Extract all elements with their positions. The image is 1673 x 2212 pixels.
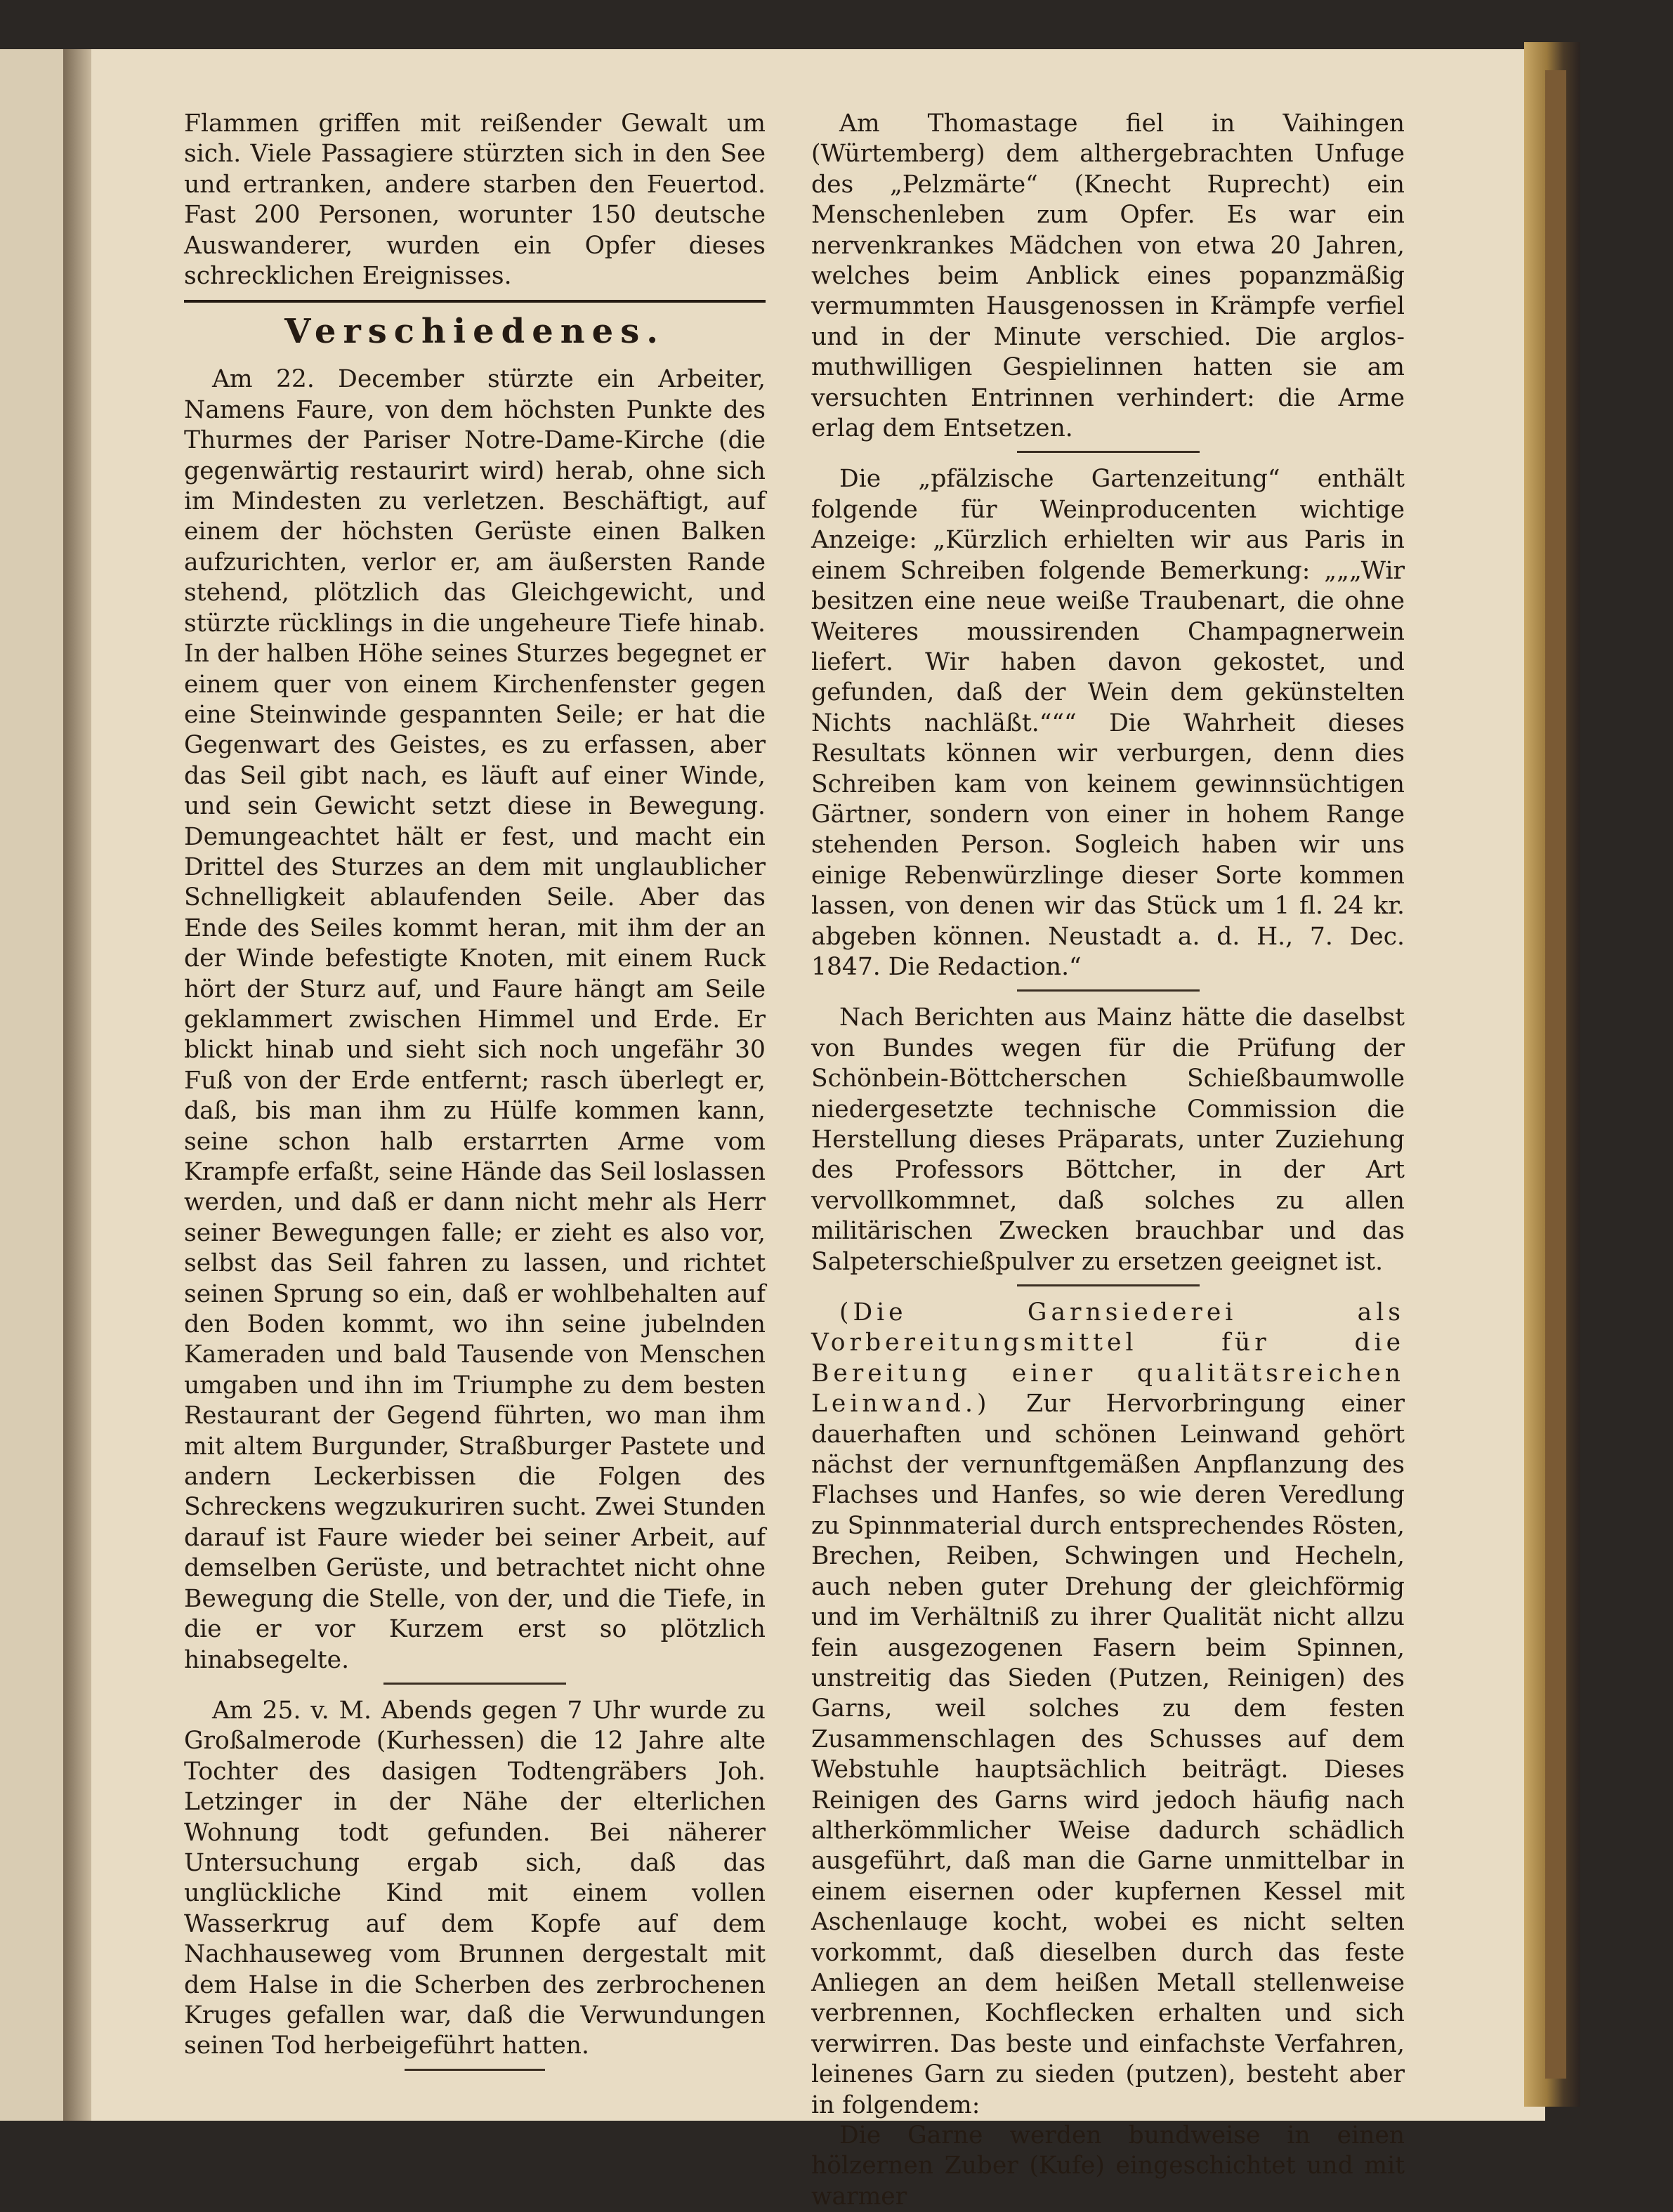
article-separator bbox=[383, 1683, 566, 1685]
book-cover-spine bbox=[1545, 70, 1566, 2079]
left-page-edge bbox=[0, 49, 63, 2121]
article-paragraph: Die „pfälzische Gartenzeitung“ enthält folgende für Weinproducenten wichtige Anzeige: „Kürzlich erhielten wir aus Paris in einem Schreiben folgende Bemerkung: „„„Wir besitzen eine neue weiße Traubenart, die ohne Weiteres moussirenden Champagnerwein liefert. Wir haben davon gekostet, und gefunden, daß der Wein dem gekünstelten Nichts nachläßt.“““ Die Wahrheit dieses Resultats können wir verburgen, denn dies Schreiben kam von keinem gewinnsüchtigen Gärtner, sondern von einer in hohem Range stehenden Person. Sogleich haben wir uns einige Rebenwürzlinge dieser Sorte kommen lassen, von denen wir das Stück um 1 fl. 24 kr. abgeben können. Neustadt a. d. H., 7. Dec. 1847. Die Redaction.“ bbox=[811, 465, 1405, 981]
article-separator bbox=[1017, 989, 1200, 992]
intro-paragraph: Flammen griffen mit reißender Gewalt um sich. Viele Passagiere stürzten sich in den See und ertranken, andere starben den Feuertod. Fast 200 Personen, worunter 150 deutsche Auswanderer, wurden ein Opfer dieses schrecklichen Ereignisses. bbox=[184, 110, 766, 291]
left-column bbox=[184, 109, 766, 2082]
heading-rule bbox=[184, 300, 766, 303]
article-paragraph bbox=[811, 1298, 1405, 2121]
article-separator bbox=[405, 2069, 545, 2071]
article-paragraph: Am 25. v. M. Abends gegen 7 Uhr wurde zu Großalmerode (Kurhessen) die 12 Jahre alte Tochter des dasigen Todtengräbers Joh. Letzinger in der Nähe der elterlichen Wohnung todt gefunden. Bei näherer Untersuchung ergab sich, daß das unglückliche Kind mit einem vollen Wasserkrug auf dem Kopfe auf dem Nachhauseweg vom Brunnen dergestalt mit dem Halse in die Scherben des zerbrochenen Kruges gefallen war, daß die Verwundungen seinen Tod herbeigeführt hatten. bbox=[184, 1696, 766, 2060]
article-paragraph: Am 22. December stürzte ein Arbeiter, Namens Faure, von dem höchsten Punkte des Thurmes der Pariser Notre-Dame-Kirche (die gegenwärtig restaurirt wird) herab, ohne sich im Mindesten zu verletzen. Beschäftigt, auf einem der höchsten Gerüste einen Balken aufzurichten, verlor er, am äußersten Rande stehend, plötzlich das Gleichgewicht, und stürzte rücklings in die ungeheure Tiefe hinab. In der halben Höhe seines Sturzes begegnet er einem quer von einem Kirchenfenster gegen eine Steinwinde gespannten Seile; er hat die Gegenwart des Geistes, es zu erfassen, aber das Seil gibt nach, es läuft auf einer Winde, und sein Gewicht setzt diese in Bewegung. Demungeachtet hält er fest, und macht ein Drittel des Sturzes an dem mit unglaublicher Schnelligkeit ablaufenden Seile. Aber das Ende des Seiles kommt heran, mit ihm der an der Winde befestigte Knoten, mit einem Ruck hört der Sturz auf, und Faure hängt am Seile geklammert zwischen Himmel und Erde. Er blickt hinab und sieht sich noch ungefähr 30 Fuß von der Erde entfernt; rasch überlegt er, daß, bis man ihm zu Hülfe kommen kann, seine schon halb erstarrten Arme vom Krampfe erfaßt, seine Hände das Seil loslassen werden, und daß er dann nicht mehr als Herr seiner Bewegungen falle; er zieht es also vor, selbst das Seil fahren zu lassen, und richtet seinen Sprung so ein, daß er wohlbehalten auf den Boden kommt, wo ihn seine jubelnden Kameraden und bald Tausende von Menschen umgaben und ihn im Triumphe zu dem besten Restaurant der Gegend führten, wo man ihm mit altem Burgunder, Straßburger Pastete und andern Leckerbissen die Folgen des Schreckens wegzukuriren sucht. Zwei Stunden darauf ist Faure wieder bei seiner Arbeit, auf demselben Gerüste, und betrachtet nicht ohne Bewegung die Stelle, von der, und die Tiefe, in die er vor Kurzem erst so plötzlich hinabsegelte. bbox=[184, 365, 766, 1674]
right-column bbox=[811, 109, 1405, 2212]
article-paragraph: Die Garne werden bundweise in einen hölzernen Zuber (Kufe) eingeschichtet und mit warmer bbox=[811, 2121, 1405, 2211]
article-title: (Die Garnsiederei als Vorbereitungsmittel für die Bereitung einer qualitätsreichen Leinwand.) bbox=[811, 1298, 1405, 1418]
article-separator bbox=[1017, 451, 1200, 453]
article-paragraph: Am Thomastage fiel in Vaihingen (Würtemberg) dem althergebrachten Unfuge des „Pelzmärte“ (Knecht Ruprecht) ein Menschenleben zum Opfer. Es war ein nervenkrankes Mädchen von etwa 20 Jahren, welches beim Anblick eines popanzmäßig vermummten Hausgenossen in Krämpfe verfiel und in der Minute verschied. Die arglos-muthwilligen Gespielinnen hatten sie am versuchten Entrinnen verhindert: die Arme erlag dem Entsetzen. bbox=[811, 110, 1405, 443]
article-body: Zur Hervorbringung einer dauerhaften und schönen Leinwand gehört nächst der vernunftgemäßen Anpflanzung des Flachses und Hanfes, so wie deren Veredlung zu Spinnmaterial durch entsprechendes Rösten, Brechen, Reiben, Schwingen und Hecheln, auch neben guter Drehung der gleichförmig und im Verhältniß zu ihrer Qualität nicht allzu fein ausgezogenen Fasern beim Spinnen, unstreitig das Sieden (Putzen, Reinigen) des Garns, weil solches zu dem festen Zusammenschlagen des Schusses auf dem Webstuhle hauptsächlich beiträgt. Dieses Reinigen des Garns wird jedoch häufig nach altherkömmlicher Weise dadurch schädlich ausgeführt, daß man die Garne unmittelbar in einem eisernen oder kupfernen Kessel mit Aschenlauge kocht, wobei es nicht selten vorkommt, daß dieselben durch das feste Anliegen an dem heißen Metall stellenweise verbrennen, Kochflecken erhalten und sich verwirren. Das beste und einfachste Verfahren, leinenes Garn zu sieden (putzen), besteht aber in folgendem: bbox=[811, 1390, 1405, 2119]
section-heading: Verschiedenes. bbox=[284, 312, 665, 352]
book-spine bbox=[63, 49, 91, 2121]
article-separator bbox=[1017, 1284, 1200, 1286]
article-paragraph: Nach Berichten aus Mainz hätte die daselbst von Bundes wegen für die Prüfung der Schönbein-Böttcherschen Schießbaumwolle niedergesetzte technische Commission die Herstellung dieses Präparats, unter Zuziehung des Professors Böttcher, in der Art vervollkommnet, daß solches zu allen militärischen Zwecken brauchbar und das Salpeterschießpulver zu ersetzen geeignet ist. bbox=[811, 1003, 1405, 1276]
